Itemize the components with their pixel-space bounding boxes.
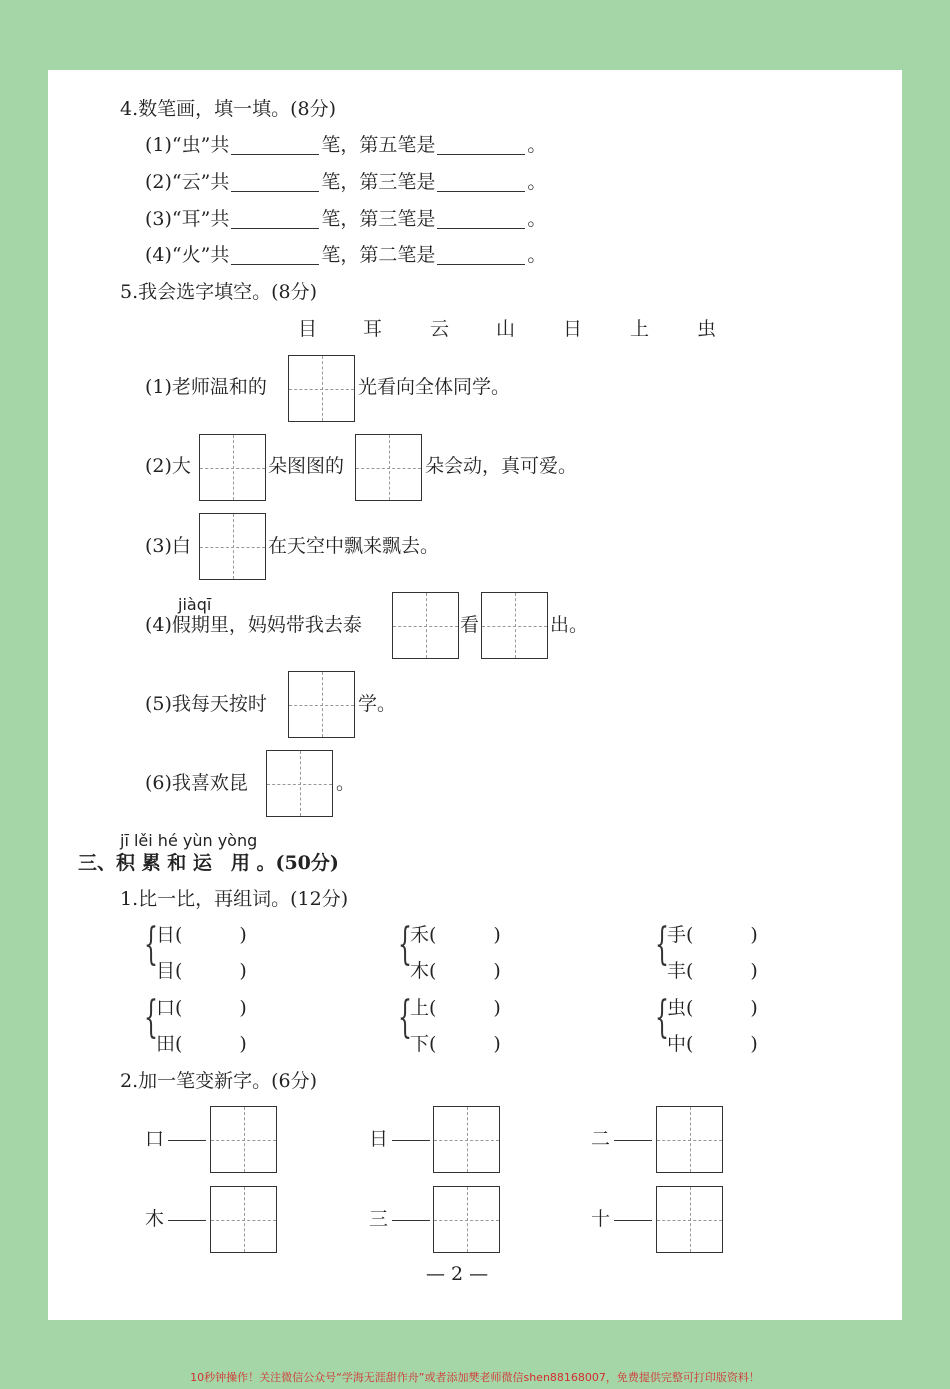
choice-3: 山	[496, 318, 516, 340]
char-box[interactable]	[433, 1186, 500, 1253]
char-box[interactable]	[210, 1106, 277, 1173]
char-box[interactable]	[210, 1186, 277, 1253]
compare-word[interactable]: 日( )	[156, 924, 247, 946]
compare-word[interactable]: 口( )	[156, 997, 247, 1019]
compare-word[interactable]: 丰( )	[667, 960, 758, 982]
worksheet-page	[48, 70, 902, 1320]
char-box[interactable]	[288, 671, 355, 738]
char-box[interactable]	[433, 1106, 500, 1173]
q5-s2-text-c: 朵会动，真可爱。	[425, 455, 578, 477]
answer-blank[interactable]	[437, 136, 525, 155]
compare-word[interactable]: 上( )	[410, 997, 501, 1019]
add-stroke-item: 口	[145, 1130, 206, 1149]
q5-s2-text-b: 朵图图的	[268, 455, 345, 477]
brace: {	[144, 992, 158, 1043]
q5-s5-text-b: 学。	[358, 693, 397, 715]
q5-s4-text-c: 出。	[550, 614, 589, 636]
compare-word[interactable]: 中( )	[667, 1033, 758, 1055]
q4-row-4: (4)“火”共 笔，第二笔是 。	[145, 244, 547, 266]
q5-s6-text-b: 。	[336, 772, 356, 794]
answer-blank[interactable]	[437, 210, 525, 229]
answer-blank[interactable]	[231, 246, 319, 265]
q4-row-1: (1)“虫”共 笔，第五笔是 。	[145, 134, 547, 156]
brace: {	[144, 919, 158, 970]
brace: {	[398, 919, 412, 970]
answer-blank[interactable]	[437, 173, 525, 192]
answer-blank[interactable]	[231, 210, 319, 229]
choice-2: 云	[430, 318, 450, 340]
char-box[interactable]	[392, 592, 459, 659]
compare-word[interactable]: 田( )	[156, 1033, 247, 1055]
add-stroke-item: 木	[145, 1210, 206, 1229]
page-number: — 2 —	[426, 1263, 489, 1285]
compare-word[interactable]: 木( )	[410, 960, 501, 982]
compare-word[interactable]: 目( )	[156, 960, 247, 982]
compare-word[interactable]: 手( )	[667, 924, 758, 946]
choice-5: 上	[630, 318, 650, 340]
choice-6: 虫	[697, 318, 717, 340]
choice-1: 耳	[363, 318, 383, 340]
char-box[interactable]	[199, 513, 266, 580]
q5-s6-text-a: (6)我喜欢昆	[145, 772, 248, 794]
q5-s3-text-b: 在天空中飘来飘去。	[268, 535, 440, 557]
char-box[interactable]	[288, 355, 355, 422]
char-box[interactable]	[656, 1186, 723, 1253]
answer-blank[interactable]	[437, 246, 525, 265]
q4-row-3: (3)“耳”共 笔，第三笔是 。	[145, 208, 547, 230]
char-box[interactable]	[199, 434, 266, 501]
compare-word[interactable]: 下( )	[410, 1033, 501, 1055]
q5-s3-text-a: (3)白	[145, 535, 191, 557]
q5-s4-text-b: 看	[460, 614, 480, 636]
brace: {	[655, 992, 669, 1043]
pinyin-jiaqi: jiàqī	[178, 595, 212, 614]
section3-pinyin: jī lěi hé yùn yòng	[120, 831, 258, 850]
footer-notice: 10秒钟操作！关注微信公众号“学海无涯甜作舟”或者添加樊老师微信shen88168007，免费提供完整可打印版资料！	[190, 1371, 760, 1384]
q5-s4-text-a: (4)假期里，妈妈带我去泰	[145, 614, 362, 636]
brace: {	[398, 992, 412, 1043]
brace: {	[655, 919, 669, 970]
q5-s5-text-a: (5)我每天按时	[145, 693, 267, 715]
answer-blank[interactable]	[231, 136, 319, 155]
section3-title: 三、积 累 和 运 用 。(50分)	[78, 852, 339, 874]
choice-4: 日	[563, 318, 583, 340]
char-box[interactable]	[266, 750, 333, 817]
q5-s2-text-a: (2)大	[145, 455, 191, 477]
choice-0: 目	[298, 318, 318, 340]
add-stroke-item: 十	[591, 1210, 652, 1229]
q5-s1-text-a: (1)老师温和的	[145, 376, 267, 398]
add-stroke-item: 日	[369, 1130, 430, 1149]
char-box[interactable]	[481, 592, 548, 659]
compare-word[interactable]: 虫( )	[667, 997, 758, 1019]
q5-title: 5.我会选字填空。(8分)	[120, 281, 318, 303]
q5-s1-text-b: 光看向全体同学。	[358, 376, 511, 398]
char-box[interactable]	[355, 434, 422, 501]
q1-title: 1.比一比，再组词。(12分)	[120, 888, 349, 910]
char-box[interactable]	[656, 1106, 723, 1173]
add-stroke-item: 三	[369, 1210, 430, 1229]
add-stroke-item: 二	[591, 1130, 652, 1149]
q4-title: 4.数笔画，填一填。(8分)	[120, 98, 337, 120]
compare-word[interactable]: 禾( )	[410, 924, 501, 946]
answer-blank[interactable]	[231, 173, 319, 192]
q2-title: 2.加一笔变新字。(6分)	[120, 1070, 318, 1092]
q4-row-2: (2)“云”共 笔，第三笔是 。	[145, 171, 547, 193]
